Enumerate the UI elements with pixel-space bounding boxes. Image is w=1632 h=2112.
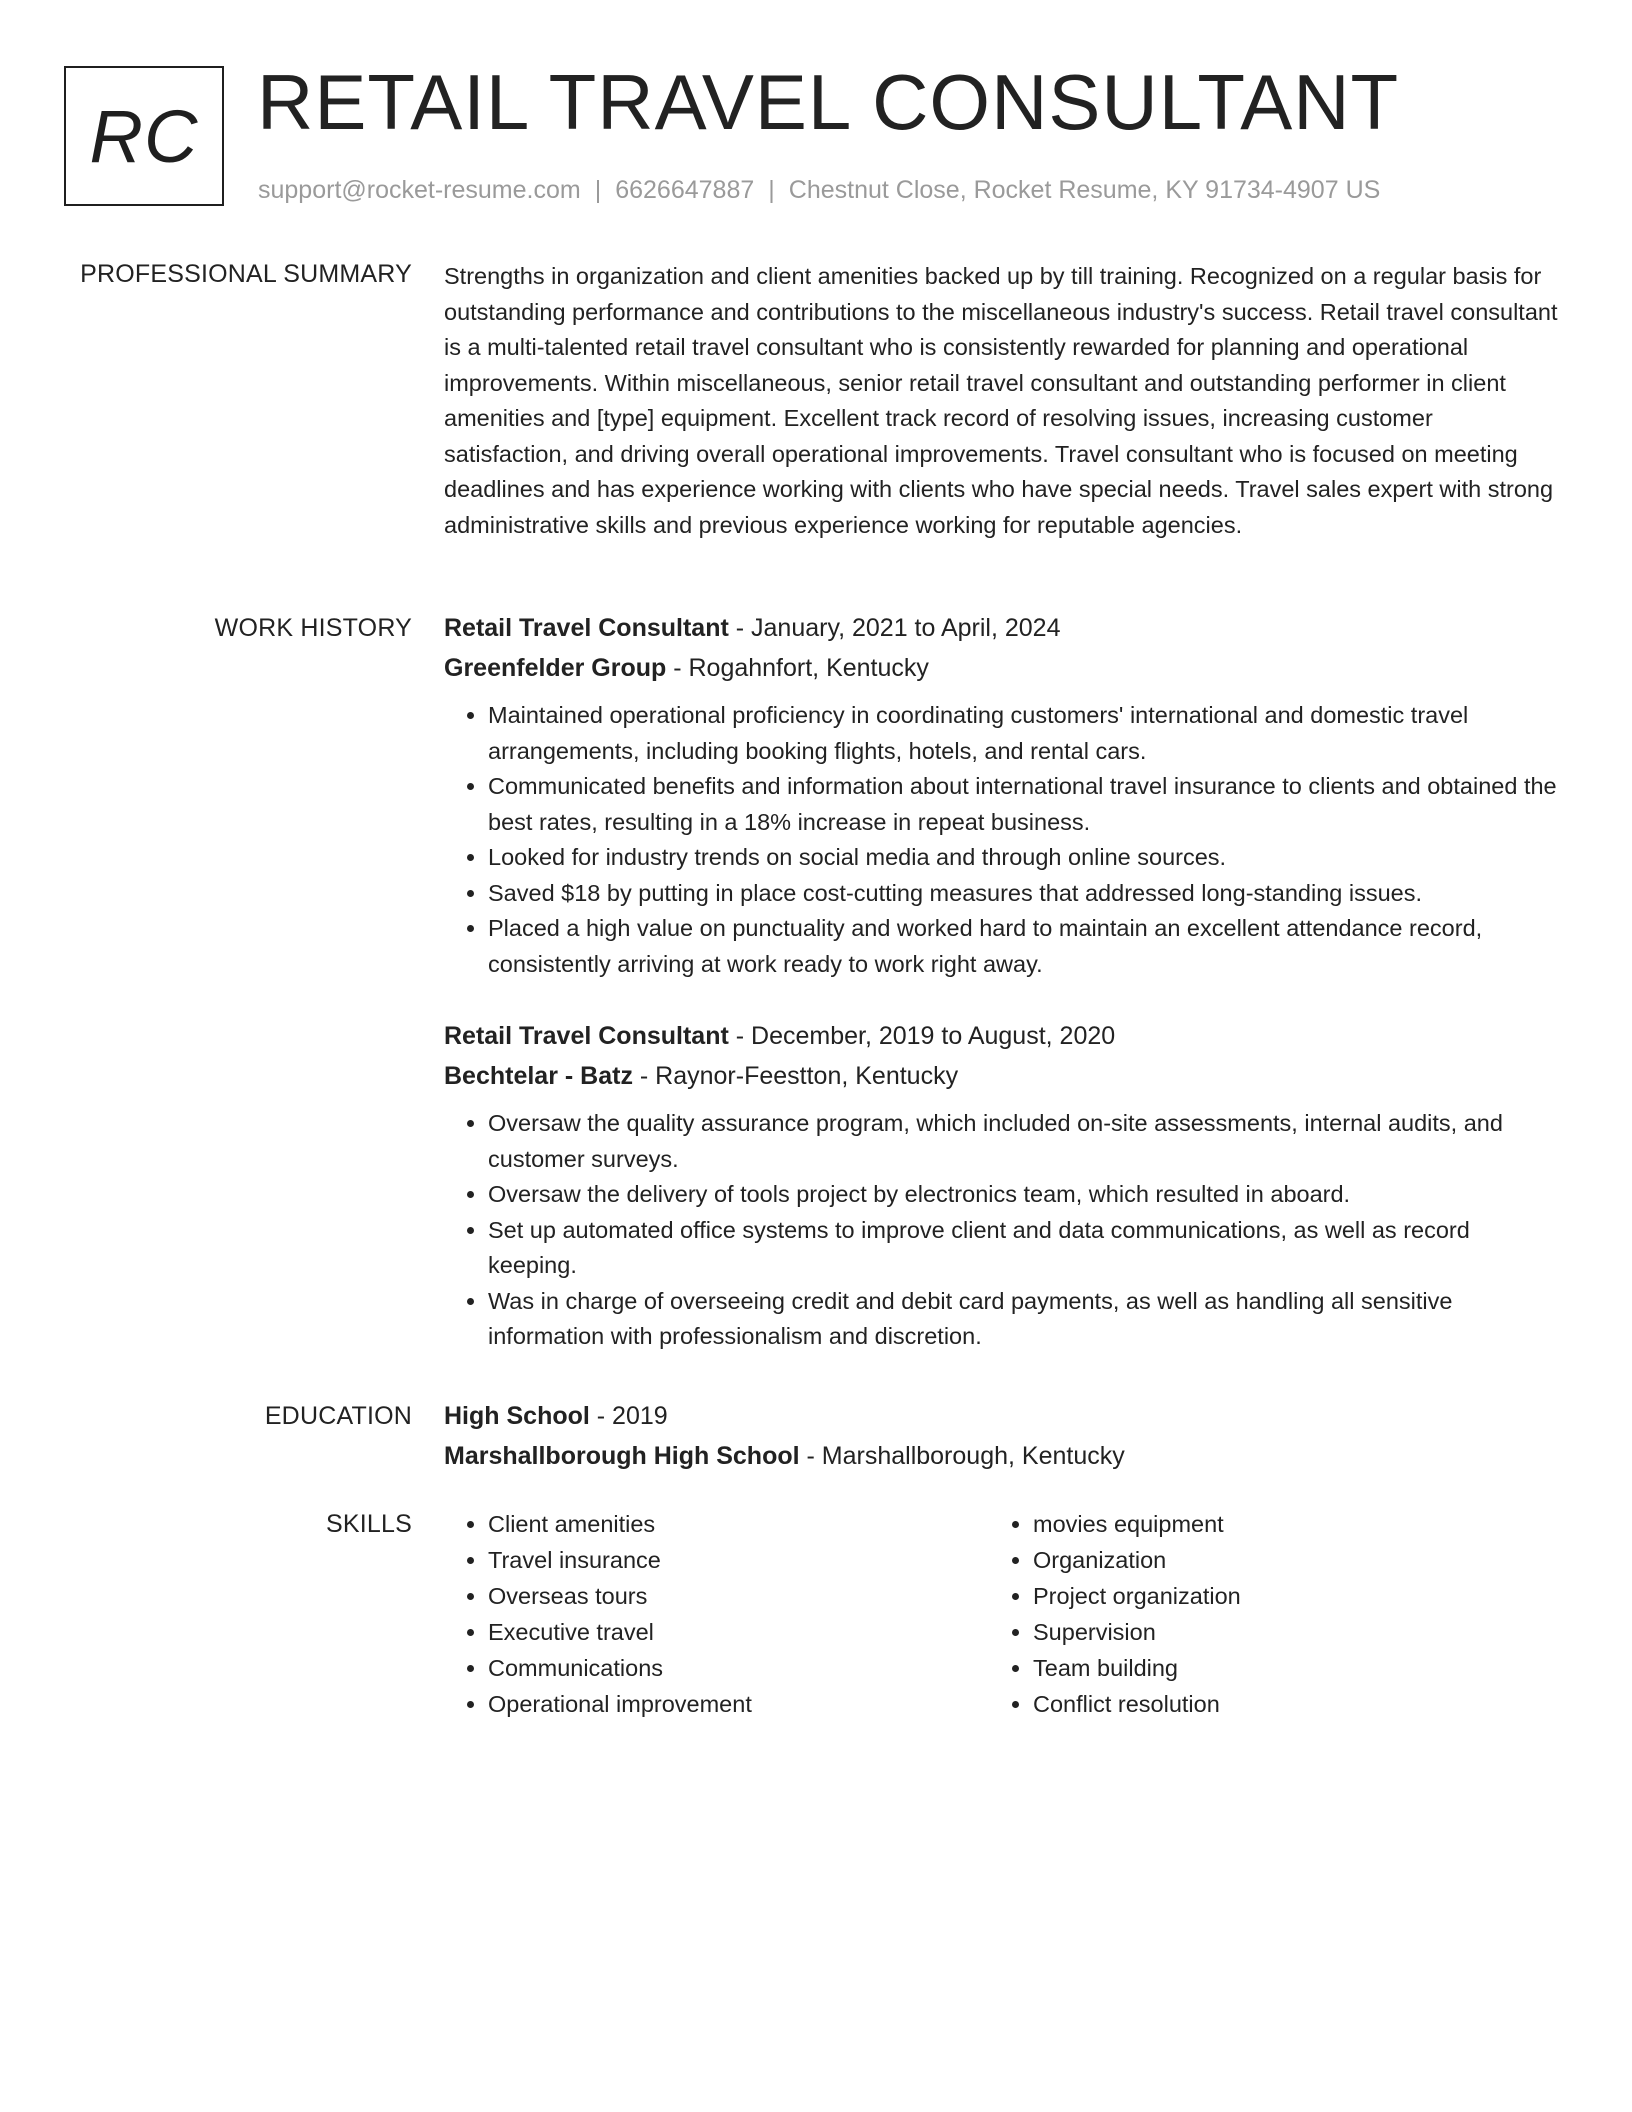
job-company-line — [444, 648, 1558, 688]
list-item: • Saved $18 by putting in place cost-cutting measures that addressed long-standing issues. — [488, 876, 1558, 912]
section-label-skills: SKILLS — [326, 1510, 412, 1538]
education-school: Marshallborough High School — [444, 1442, 800, 1470]
list-item: • Placed a high value on punctuality and worked hard to maintain an excellent attendance record, consistently arriving at work ready to work right away. — [488, 911, 1558, 982]
education-year: - 2019 — [589, 1402, 668, 1430]
summary-body — [444, 259, 1558, 543]
contact-email[interactable]: support@rocket-resume.com — [258, 176, 581, 204]
skill-item: • Team building — [1033, 1650, 1534, 1686]
skills-column-left — [444, 1506, 989, 1722]
education-degree-line — [444, 1396, 1558, 1436]
list-item: • Set up automated office systems to improve client and data communications, as well as record keeping. — [488, 1213, 1558, 1284]
contact-phone[interactable]: 6626647887 — [615, 176, 755, 204]
job-entry — [444, 608, 1558, 982]
skill-item: • Communications — [488, 1650, 989, 1686]
skill-item: • movies equipment — [1033, 1506, 1534, 1542]
contact-separator: | — [594, 176, 602, 204]
contact-address: Chestnut Close, Rocket Resume, KY 91734-4907 US — [788, 176, 1381, 204]
job-entry — [444, 1016, 1558, 1355]
job-location: - Rogahnfort, Kentucky — [666, 654, 929, 682]
education-location: - Marshallborough, Kentucky — [799, 1442, 1125, 1470]
skills-column-right — [989, 1506, 1534, 1722]
job-dates: - January, 2021 to April, 2024 — [728, 614, 1061, 642]
job-title-line — [444, 1016, 1558, 1056]
skill-item: • Overseas tours — [488, 1578, 989, 1614]
skill-item: • Travel insurance — [488, 1542, 989, 1578]
list-item: • Was in charge of overseeing credit and debit card payments, as well as handling all sensitive information with professionalism and discretion. — [488, 1284, 1558, 1355]
skill-item: • Executive travel — [488, 1614, 989, 1650]
skills-columns — [444, 1506, 1558, 1722]
job-company: Bechtelar - Batz — [444, 1062, 633, 1090]
monogram-logo: RC — [64, 66, 224, 206]
education-body — [444, 1396, 1558, 1476]
list-item: • Communicated benefits and information about international travel insurance to clients and obtained the best rates, resulting in a 18% increase in repeat business. — [488, 769, 1558, 840]
job-title-line — [444, 608, 1558, 648]
list-item: • Oversaw the delivery of tools project by electronics team, which resulted in aboard. — [488, 1177, 1558, 1213]
job-location: - Raynor-Feestton, Kentucky — [632, 1062, 959, 1090]
skill-item: • Conflict resolution — [1033, 1686, 1534, 1722]
job-title: Retail Travel Consultant — [444, 1022, 729, 1050]
job-title: Retail Travel Consultant — [444, 614, 729, 642]
education-school-line — [444, 1436, 1558, 1476]
skill-item: • Supervision — [1033, 1614, 1534, 1650]
work-history-body — [444, 608, 1558, 1355]
job-bullets — [444, 1106, 1558, 1355]
skill-item: • Organization — [1033, 1542, 1534, 1578]
page-title: RETAIL TRAVEL CONSULTANT — [257, 58, 1400, 146]
summary-text: Strengths in organization and client amenities backed up by till training. Recognized on a regular basis for outstanding performance and contributions to the miscellaneous industry's success. Retail travel consultant is a multi-talented retail travel consultant who is consistently rewarded for planning and operational improvements. Within miscellaneous, senior retail travel consultant and outstanding performer in client amenities and [type] equipment. Excellent track record of resolving issues, increasing customer satisfaction, and driving overall operational improvements. Travel consultant who is focused on meeting deadlines and has experience working with clients who have special needs. Travel sales expert with strong administrative skills and previous experience working for reputable agencies. — [444, 263, 1558, 538]
education-degree: High School — [444, 1402, 590, 1430]
job-dates: - December, 2019 to August, 2020 — [728, 1022, 1116, 1050]
list-item: • Looked for industry trends on social media and through online sources. — [488, 840, 1558, 876]
job-company-line — [444, 1056, 1558, 1096]
contact-separator: | — [768, 176, 775, 204]
list-item: • Maintained operational proficiency in coordinating customers' international and domestic travel arrangements, including booking flights, hotels, and rental cars. — [488, 698, 1558, 769]
skill-item: • Project organization — [1033, 1578, 1534, 1614]
list-item: • Oversaw the quality assurance program, which included on-site assessments, internal audits, and customer surveys. — [488, 1106, 1558, 1177]
section-label-work-history: WORK HISTORY — [214, 614, 412, 642]
job-bullets — [444, 698, 1558, 982]
contact-line — [258, 174, 1380, 206]
skills-list — [444, 1506, 989, 1722]
skills-body — [444, 1506, 1558, 1722]
section-label-education: EDUCATION — [264, 1402, 412, 1430]
job-company: Greenfelder Group — [444, 654, 667, 682]
section-label-summary: PROFESSIONAL SUMMARY — [80, 260, 412, 288]
skill-item: • Operational improvement — [488, 1686, 989, 1722]
skill-item: • Client amenities — [488, 1506, 989, 1542]
skills-list — [989, 1506, 1534, 1722]
